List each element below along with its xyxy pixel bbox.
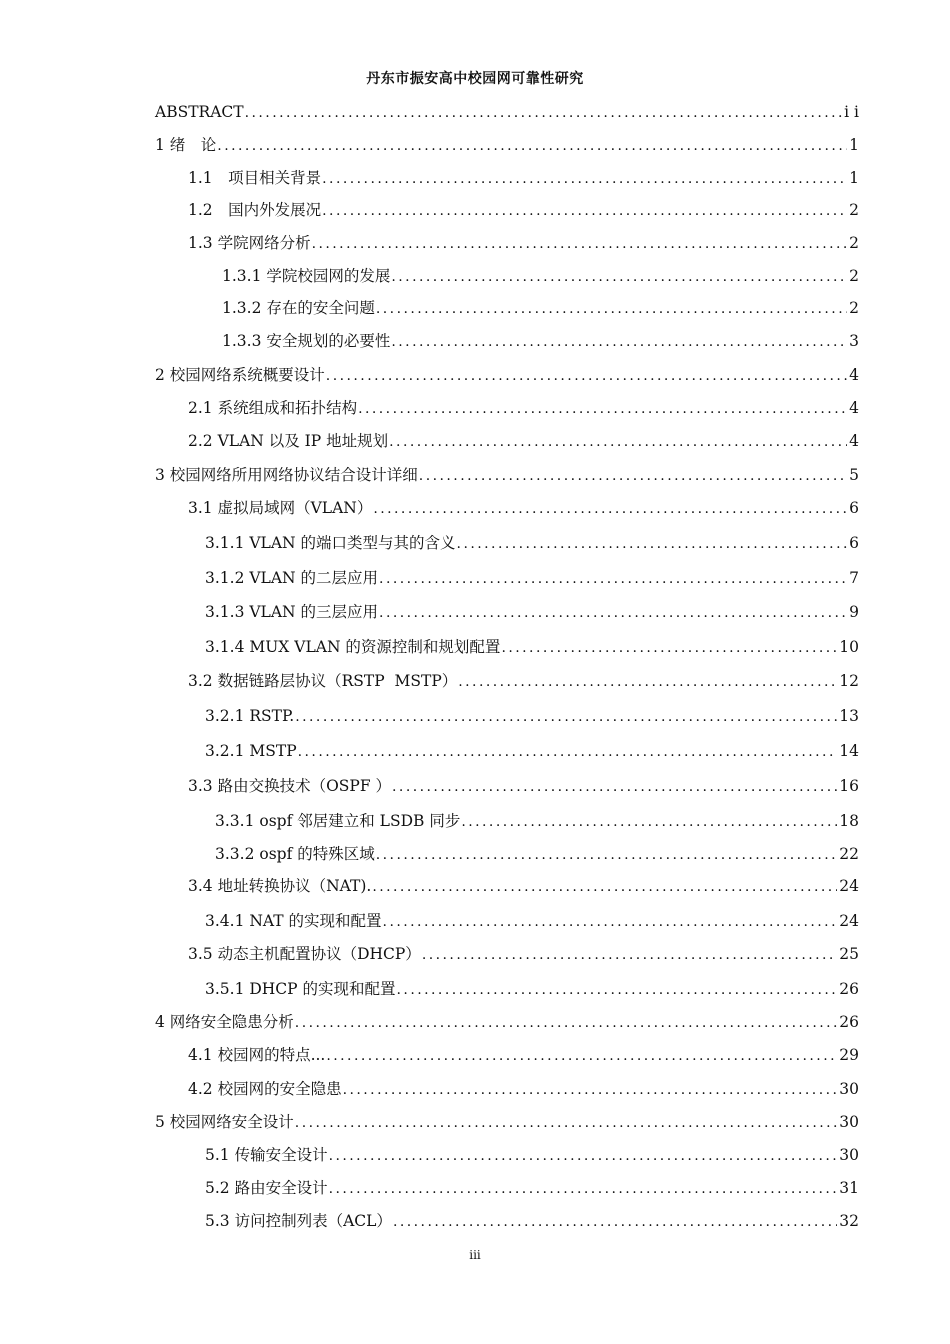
toc-entry-title: 3.3 路由交换技术（OSPF ） — [188, 777, 392, 795]
toc-entry-page: 9 — [849, 603, 859, 621]
toc-leader-dots — [392, 776, 837, 798]
toc-entry-title: 3.2 数据链路层协议（RSTP MSTP） — [188, 672, 458, 690]
toc-entry-title: 3.5.1 DHCP 的实现和配置 — [205, 980, 396, 998]
toc-entry-5-1[interactable] — [205, 1144, 859, 1166]
toc-entry-3-2[interactable] — [188, 670, 859, 692]
toc-entry-title: 2.1 系统组成和拓扑结构 — [188, 399, 358, 417]
toc-entry-page: 16 — [839, 777, 859, 795]
toc-entry-title: 3.1.3 VLAN 的三层应用 — [205, 603, 379, 621]
toc-entry-page: 2 — [849, 201, 859, 219]
toc-leader-dots — [295, 1112, 837, 1134]
toc-entry-1-3-3[interactable] — [222, 330, 859, 352]
toc-entry-3-1-2[interactable] — [205, 567, 859, 589]
toc-entry-title: 3.4.1 NAT 的实现和配置 — [205, 912, 382, 930]
toc-entry-3-3[interactable] — [188, 775, 859, 797]
toc-leader-dots — [329, 1178, 838, 1200]
toc-entry-3-4[interactable] — [188, 875, 859, 897]
toc-leader-dots — [312, 233, 848, 255]
toc-entry-title: 1.2 国内外发展况 — [188, 201, 322, 219]
toc-entry-title: 2.2 VLAN 以及 IP 地址规划 — [188, 432, 389, 450]
toc-entry-page: 6 — [849, 499, 859, 517]
toc-leader-dots — [379, 568, 847, 590]
toc-entry-page: 2 — [849, 299, 859, 317]
toc-entry-title: 3.1 虚拟局域网（VLAN） — [188, 499, 373, 517]
toc-entry-title: 1.3 学院网络分析 — [188, 234, 311, 252]
toc-entry-abstract[interactable] — [155, 101, 859, 123]
toc-entry-1-2[interactable] — [188, 199, 859, 221]
toc-leader-dots — [379, 602, 847, 624]
toc-leader-dots — [358, 398, 847, 420]
toc-entry-title: 3.1.2 VLAN 的二层应用 — [205, 569, 379, 587]
toc-leader-dots — [457, 533, 848, 555]
toc-entry-title: 3.3.1 ospf 邻居建立和 LSDB 同步 — [215, 812, 461, 830]
toc-entry-2-2[interactable] — [188, 430, 859, 452]
toc-entry-1-1[interactable] — [188, 167, 859, 189]
toc-entry-title: 3.3.2 ospf 的特殊区域 — [215, 845, 375, 863]
toc-leader-dots — [373, 498, 847, 520]
toc-leader-dots — [461, 811, 837, 833]
toc-entry-1-3-1[interactable] — [222, 265, 859, 287]
toc-entry-5-3[interactable] — [205, 1210, 859, 1232]
toc-entry-page: 3 — [849, 332, 859, 350]
toc-leader-dots — [322, 168, 847, 190]
toc-entry-page: 30 — [839, 1146, 859, 1164]
toc-entry-page: 26 — [839, 1013, 859, 1031]
toc-leader-dots — [245, 102, 843, 124]
toc-leader-dots — [422, 944, 837, 966]
toc-entry-page: 29 — [839, 1046, 859, 1064]
toc-entry-title: 1.3.2 存在的安全问题 — [222, 299, 375, 317]
toc-entry-1-3[interactable] — [188, 232, 859, 254]
page-title: 丹东市振安高中校园网可靠性研究 — [366, 71, 584, 87]
toc-entry-3-5[interactable] — [188, 943, 859, 965]
toc-entry-3-1-3[interactable] — [205, 601, 859, 623]
toc-entry-title: 3.1.4 MUX VLAN 的资源控制和规划配置 — [205, 638, 501, 656]
toc-entry-title: 2 校园网络系统概要设计 — [155, 366, 325, 384]
toc-entry-3-4-1[interactable] — [205, 910, 859, 932]
toc-entry-page: 5 — [849, 466, 859, 484]
toc-entry-3-3-1[interactable] — [215, 810, 859, 832]
toc-entry-title: 4.2 校园网的安全隐患 — [188, 1080, 342, 1098]
toc-leader-dots — [389, 431, 847, 453]
toc-entry-2-1[interactable] — [188, 397, 859, 419]
toc-leader-dots — [329, 1145, 838, 1167]
toc-entry-page: 13 — [839, 707, 859, 725]
toc-entry-3-1-1[interactable] — [205, 532, 859, 554]
toc-entry-page: 2 — [849, 267, 859, 285]
toc-entry-chapter-2[interactable] — [155, 364, 859, 386]
toc-entry-3-5-1[interactable] — [205, 978, 859, 1000]
toc-leader-dots — [295, 706, 837, 728]
toc-entry-chapter-4[interactable] — [155, 1011, 859, 1033]
toc-entry-3-1-4[interactable] — [205, 636, 859, 658]
toc-entry-title: 5.2 路由安全设计 — [205, 1179, 328, 1197]
toc-leader-dots — [326, 365, 847, 387]
toc-entry-title: 5.1 传输安全设计 — [205, 1146, 328, 1164]
toc-leader-dots — [458, 671, 837, 693]
toc-entry-page: 4 — [849, 432, 859, 450]
toc-entry-page: 14 — [839, 742, 859, 760]
toc-entry-page: 31 — [839, 1179, 859, 1197]
toc-entry-page: 18 — [839, 812, 859, 830]
toc-entry-title: 3.1.1 VLAN 的端口类型与其的含义 — [205, 534, 456, 552]
toc-entry-page: 22 — [839, 845, 859, 863]
toc-entry-title: 5 校园网络安全设计 — [155, 1113, 294, 1131]
toc-entry-page: 30 — [839, 1080, 859, 1098]
toc-entry-page: 30 — [839, 1113, 859, 1131]
toc-leader-dots — [217, 135, 847, 157]
toc-entry-chapter-1[interactable] — [155, 134, 859, 156]
toc-entry-page: 4 — [849, 399, 859, 417]
toc-entry-page: 12 — [839, 672, 859, 690]
toc-leader-dots — [322, 200, 847, 222]
toc-leader-dots — [419, 465, 847, 487]
toc-entry-title: 3.2.1 RSTP. — [205, 707, 295, 725]
toc-entry-3-2-1-rstp[interactable] — [205, 705, 859, 727]
toc-leader-dots — [326, 1045, 837, 1067]
toc-entry-title: 1.3.3 安全规划的必要性 — [222, 332, 391, 350]
toc-entry-title: ABSTRACT — [155, 103, 244, 121]
toc-entry-1-3-2[interactable] — [222, 297, 859, 319]
toc-leader-dots — [298, 741, 838, 763]
toc-entry-5-2[interactable] — [205, 1177, 859, 1199]
toc-entry-4-1[interactable] — [188, 1044, 859, 1066]
toc-entry-chapter-5[interactable] — [155, 1111, 859, 1133]
toc-entry-chapter-3[interactable] — [155, 464, 859, 486]
toc-leader-dots — [391, 266, 847, 288]
toc-entry-page: 26 — [839, 980, 859, 998]
toc-entry-title: 1 绪 论 — [155, 136, 217, 154]
toc-entry-page: 24 — [839, 877, 859, 895]
toc-entry-title: 4.1 校园网的特点... — [188, 1046, 326, 1064]
toc-entry-page: 25 — [839, 945, 859, 963]
toc-entry-3-3-2[interactable] — [215, 843, 859, 865]
toc-entry-title: 5.3 访问控制列表（ACL） — [205, 1212, 392, 1230]
toc-leader-dots — [372, 876, 837, 898]
toc-entry-title: 1.3.1 学院校园网的发展 — [222, 267, 391, 285]
toc-leader-dots — [391, 331, 847, 353]
toc-entry-3-1[interactable] — [188, 497, 859, 519]
toc-entry-title: 4 网络安全隐患分析 — [155, 1013, 294, 1031]
toc-entry-page: 7 — [849, 569, 859, 587]
toc-entry-title: 3 校园网络所用网络协议结合设计详细 — [155, 466, 418, 484]
toc-entry-page: 32 — [839, 1212, 859, 1230]
toc-leader-dots — [295, 1012, 837, 1034]
toc-entry-title: 3.5 动态主机配置协议（DHCP） — [188, 945, 421, 963]
toc-entry-3-2-1-mstp[interactable] — [205, 740, 859, 762]
toc-leader-dots — [383, 911, 838, 933]
toc-entry-page: 1 — [849, 136, 859, 154]
page-number: iii — [469, 1248, 481, 1262]
toc-entry-page: 10 — [839, 638, 859, 656]
toc-entry-page: 6 — [849, 534, 859, 552]
toc-entry-page: i i — [844, 103, 859, 121]
toc-entry-page: 1 — [849, 169, 859, 187]
toc-entry-page: 24 — [839, 912, 859, 930]
toc-entry-title: 1.1 项目相关背景 — [188, 169, 322, 187]
toc-leader-dots — [397, 979, 838, 1001]
toc-leader-dots — [343, 1079, 838, 1101]
toc-entry-title: 3.4 地址转换协议（NAT). — [188, 877, 372, 895]
toc-leader-dots — [501, 637, 837, 659]
toc-entry-4-2[interactable] — [188, 1078, 859, 1100]
toc-entry-page: 4 — [849, 366, 859, 384]
toc-leader-dots — [393, 1211, 837, 1233]
toc-entry-title: 3.2.1 MSTP — [205, 742, 297, 760]
toc-leader-dots — [376, 844, 838, 866]
toc-entry-page: 2 — [849, 234, 859, 252]
toc-leader-dots — [376, 298, 847, 320]
